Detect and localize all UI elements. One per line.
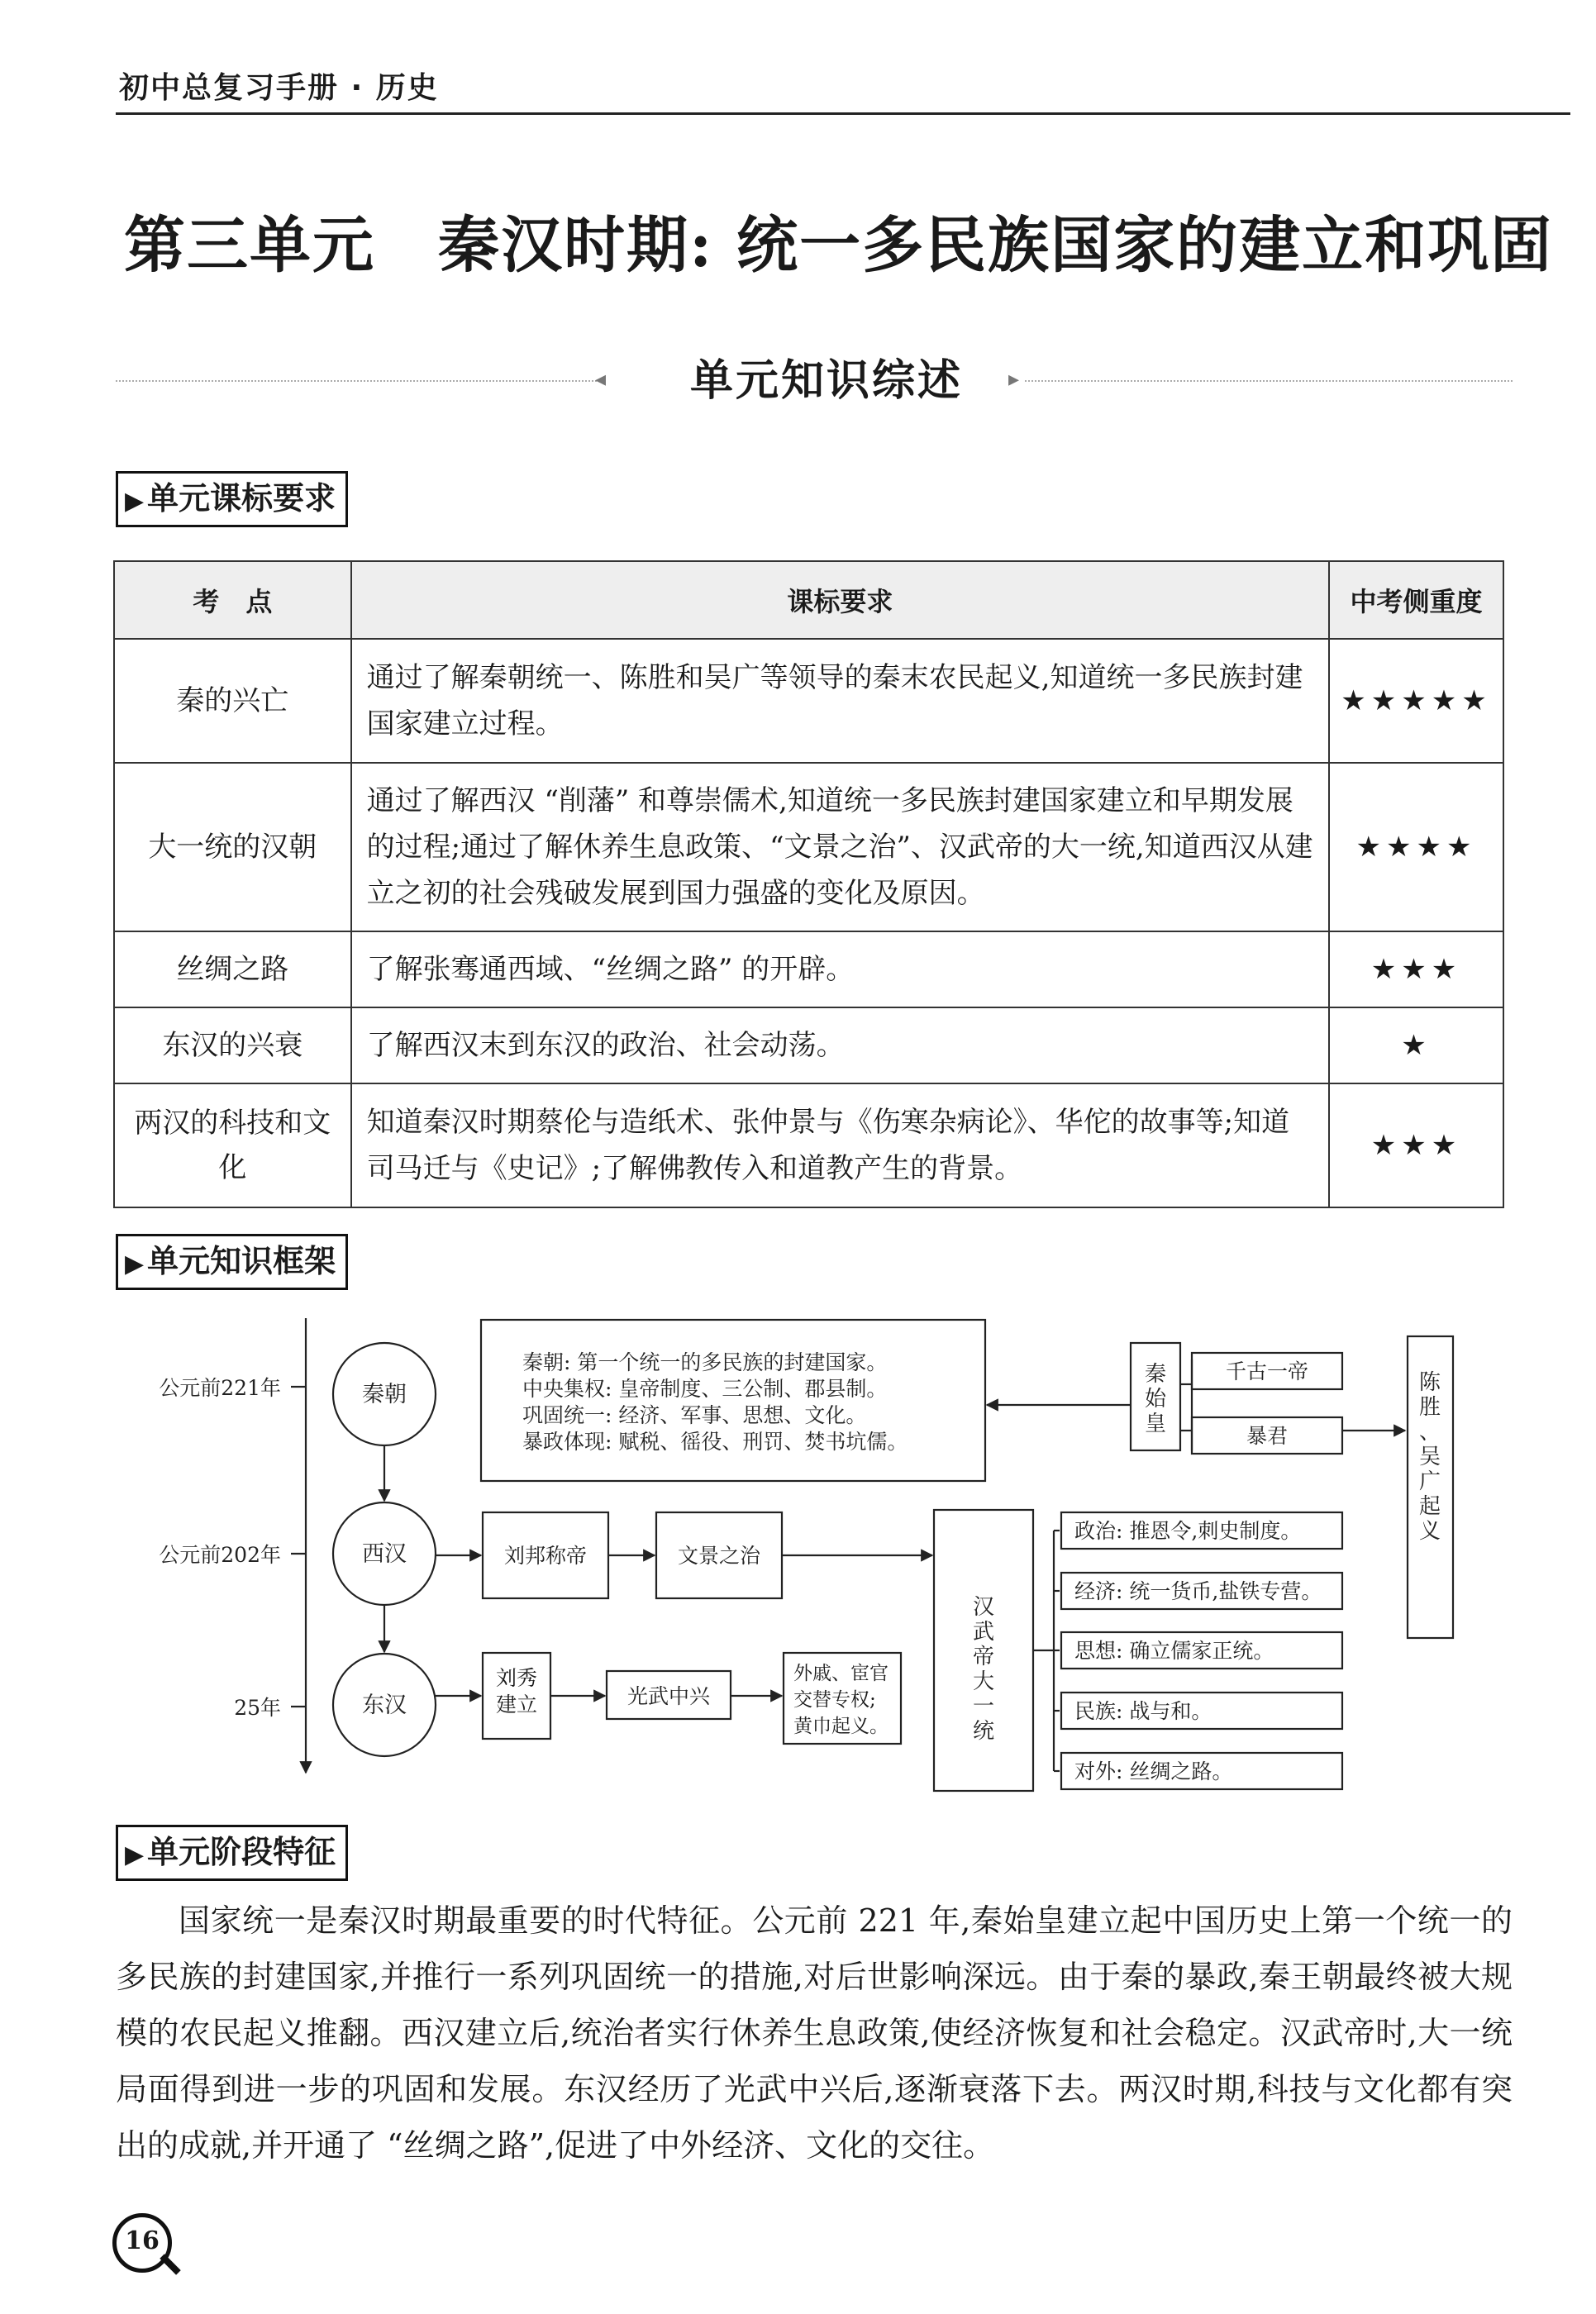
chain-label: 刘邦称帝: [503, 1544, 588, 1568]
qin-summary-line: 巩固统一: 经济、军事、思想、文化。: [522, 1403, 867, 1427]
features-paragraph: 国家统一是秦汉时期最重要的时代特征。公元前 221 年,秦始皇建立起中国历史上第一个统一的多民族的封建国家,并推行一系列巩固统一的措施,对后世影响深远。由于秦的暴政,秦王朝最终被大规模的农民起义推翻。西汉建立后,统治者实行休养生息政策,使经济恢复和社会稳定。汉武帝时,大一统局面得到进一步的巩固和发展。东汉经历了光武中兴后,逐渐衰落下去。两汉时期,科技与文化都有突出的成就,并开通了 “丝绸之路”,促进了中外经济、文化的交往。: [116, 1902, 1513, 2164]
hanwu-item: 政治: 推恩令,刺史制度。: [1074, 1519, 1302, 1543]
section-label-text: 单元知识框架: [147, 1243, 336, 1279]
divider-left: [116, 380, 603, 382]
qin-summary-line: 中央集权: 皇帝制度、三公制、郡县制。: [522, 1377, 888, 1401]
hanwu-item: 对外: 丝绸之路。: [1074, 1759, 1233, 1783]
overview-title: 单元知识综述: [689, 355, 963, 406]
table-row: [114, 1083, 1503, 1207]
timeline-label: 公元前221年: [159, 1376, 281, 1400]
triangle-icon: ▶: [125, 1840, 145, 1869]
row-stars: ★★★★★: [1329, 639, 1503, 763]
timeline-label: 25年: [234, 1696, 281, 1720]
header-weight: 中考侧重度: [1329, 561, 1503, 639]
row-requirement: 通过了解秦朝统一、陈胜和吴广等领导的秦末农民起义,知道统一多民族封建国家建立过程。: [351, 639, 1329, 763]
row-requirement: 通过了解西汉 “削藩” 和尊崇儒术,知道统一多民族封建国家建立和早期发展的过程;通过了解休养生息政策、“文景之治”、汉武帝的大一统,知道西汉从建立之初的社会残破发展到国力强盛的变化及原因。: [351, 763, 1329, 931]
row-point: 大一统的汉朝: [114, 763, 351, 931]
row-requirement: 知道秦汉时期蔡伦与造纸术、张仲景与《伤寒杂病论》、华佗的故事等;知道司马迁与《史记》;了解佛教传入和道教产生的背景。: [351, 1083, 1329, 1207]
timeline-label: 公元前202年: [159, 1543, 281, 1567]
row-stars: ★★★: [1329, 931, 1503, 1007]
section-label-features: [116, 1825, 348, 1881]
triangle-icon: ▶: [125, 1250, 145, 1278]
qin-emperor-label: 秦始皇: [1144, 1362, 1167, 1436]
table-row: [114, 931, 1503, 1007]
row-stars: ★★★: [1329, 1083, 1503, 1207]
hanwu-item: 民族: 战与和。: [1074, 1699, 1212, 1723]
qin-summary-line: 秦朝: 第一个统一的多民族的封建国家。: [522, 1350, 888, 1374]
header-point: 考 点: [114, 561, 351, 639]
knowledge-framework-diagram: [116, 1302, 1513, 1814]
decline-label-box: [787, 1657, 899, 1743]
header-title: 初中总复习手册 · 历史: [119, 71, 439, 105]
header-requirement: 课标要求: [351, 561, 1329, 639]
divider-right: [1025, 380, 1513, 382]
hanwu-item: 思想: 确立儒家正统。: [1074, 1639, 1274, 1663]
dynasty-label: 西汉: [362, 1541, 407, 1567]
chapter-title: 第三单元 秦汉时期: 统一多民族国家的建立和巩固: [124, 210, 1554, 281]
section-label-framework: [116, 1234, 348, 1290]
chain-label: 刘秀建立: [495, 1666, 537, 1716]
chain-label: 外戚、宦官交替专权;黄巾起义。: [793, 1663, 889, 1737]
hanwu-item: 经济: 统一货币,盐铁专营。: [1074, 1579, 1322, 1603]
row-requirement: 了解西汉末到东汉的政治、社会动荡。: [351, 1007, 1329, 1083]
chain-label: 文景之治: [677, 1544, 761, 1568]
row-point: 秦的兴亡: [114, 639, 351, 763]
triangle-icon: ▶: [125, 487, 145, 516]
features-body: [116, 1893, 1513, 2174]
eval-label: 暴君: [1246, 1424, 1289, 1448]
dynasty-label: 东汉: [362, 1693, 407, 1718]
row-point: 东汉的兴衰: [114, 1007, 351, 1083]
section-label-text: 单元课标要求: [147, 480, 336, 517]
liuxiu-label-box: [484, 1665, 549, 1731]
arrow-left-icon: ◂: [595, 367, 607, 392]
row-stars: ★★★★: [1329, 763, 1503, 931]
row-requirement: 了解张骞通西域、“丝绸之路” 的开辟。: [351, 931, 1329, 1007]
eval-label: 千古一帝: [1225, 1359, 1309, 1383]
uprising-label: 陈胜、吴广起义: [1418, 1370, 1441, 1544]
dynasty-label: 秦朝: [362, 1382, 407, 1407]
magnifier-handle-icon: [160, 2254, 180, 2274]
section-label-text: 单元阶段特征: [147, 1834, 336, 1870]
page-number: 16: [125, 2226, 160, 2255]
section-label-standards: [116, 471, 348, 527]
arrow-right-icon: ▸: [1008, 367, 1020, 392]
chain-label: 光武中兴: [626, 1684, 711, 1708]
overview-heading: [116, 345, 1513, 412]
table-row: [114, 763, 1503, 931]
row-point: 丝绸之路: [114, 931, 351, 1007]
row-point: 两汉的科技和文化: [114, 1083, 351, 1207]
hanwu-label: 汉武帝大一统: [972, 1595, 995, 1744]
standards-table: [113, 560, 1504, 1208]
table-row: [114, 639, 1503, 763]
table-row: [114, 1007, 1503, 1083]
table-header-row: [114, 561, 1503, 639]
row-stars: ★: [1329, 1007, 1503, 1083]
qin-summary-line: 暴政体现: 赋税、徭役、刑罚、焚书坑儒。: [522, 1430, 908, 1454]
page-number-badge: [112, 2213, 172, 2273]
page-header: [116, 60, 1570, 115]
